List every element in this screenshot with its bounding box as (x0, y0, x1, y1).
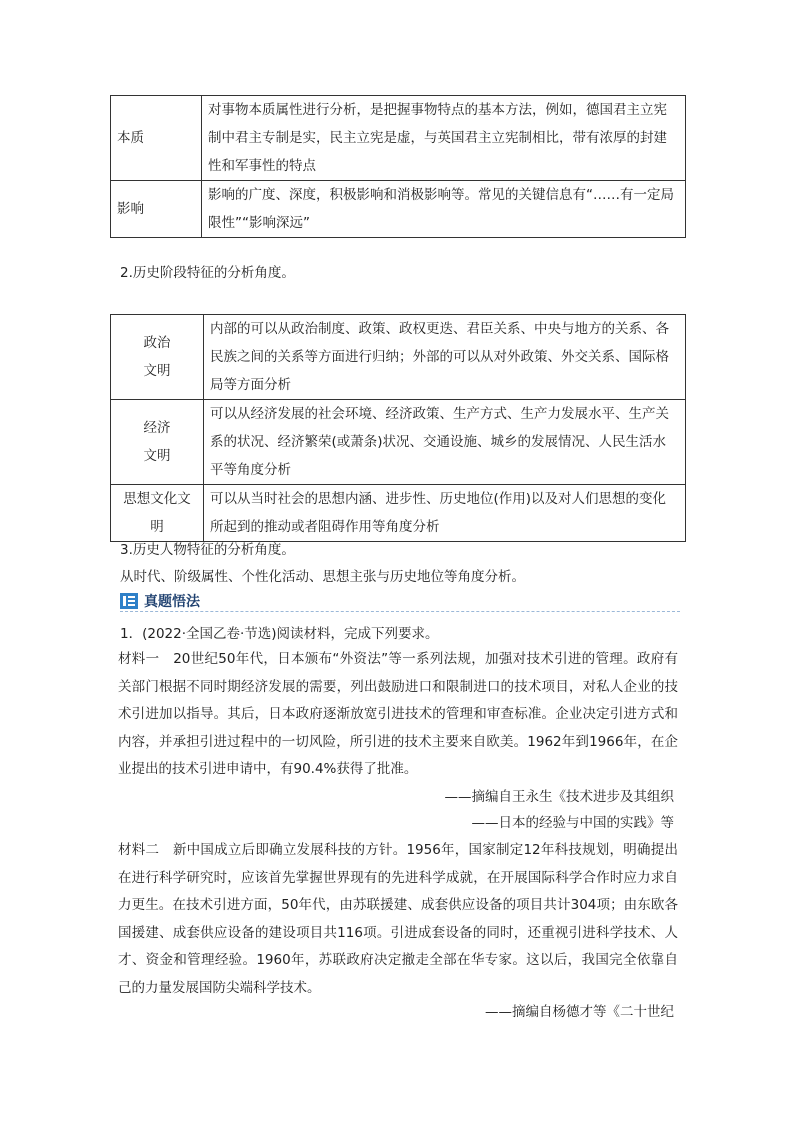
row-label-text: 经济文明 (143, 420, 171, 464)
row-label (111, 315, 204, 400)
material-1-citation-line-2: ——日本的经验与中国的实践》等 (471, 815, 674, 831)
row-label (111, 485, 204, 542)
table-row (111, 315, 686, 400)
row-label: 影响 (111, 181, 202, 238)
heading-divider (120, 611, 680, 612)
analysis-table-1 (110, 95, 686, 238)
material-1: 材料一 20世纪50年代，日本颁布“外资法”等一系列法规，加强对技术引进的管理。政府有关部门根据不同时期经济发展的需要，列出鼓励进口和限制进口的技术项目，对私人企业的技术引进加以指导。其后，日本政府逐渐放宽引进技术的管理和审查标准。企业决定引进方式和内容，并承担引进过程中的一切风险，所引进的技术主要来自欧美。1962年到1966年，在企业提出的技术引进申请中，有90.4%获得了批准。 (118, 651, 678, 777)
row-content: 内部的可以从政治制度、政策、政权更迭、君臣关系、中央与地方的关系、各民族之间的关系等方面进行归纳；外部的可以从对外政策、外交关系、国际格局等方面分析 (204, 315, 686, 400)
material-2-citation: ——摘编自杨德才等《二十世纪 (485, 1004, 674, 1020)
section-heading (120, 591, 200, 611)
section-3-title: 3.历史人物特征的分析角度。 (120, 542, 295, 558)
row-content: 对事物本质属性进行分析，是把握事物特点的基本方法，例如，德国君主立宪制中君主专制是实，民主立宪是虚，与英国君主立宪制相比，带有浓厚的封建性和军事性的特点 (202, 96, 686, 181)
material-1-citation-line-1: ——摘编自王永生《技术进步及其组织 (444, 789, 674, 805)
row-content: 影响的广度、深度，积极影响和消极影响等。常见的关键信息有“……有一定局限性”“影响深远” (202, 181, 686, 238)
material-2: 材料二 新中国成立后即确立发展科技的方针。1956年，国家制定12年科技规划，明确提出在进行科学研究时，应该首先掌握世界现有的先进科学成就，在开展国际科学合作时应力求自力更生。在技术引进方面，50年代，由苏联援建、成套供应设备的项目共计304项；由东欧各国援建、成套供应设备的建设项目共116项。引进成套设备的同时，还重视引进科学技术、人才、资金和管理经验。1960年，苏联政府决定撤走全部在华专家。这以后，我国完全依靠自己的力量发展国防尖端科学技术。 (118, 842, 678, 996)
row-label-text: 思想文化文明 (123, 491, 191, 535)
list-icon (120, 593, 138, 609)
row-content: 可以从当时社会的思想内涵、进步性、历史地位(作用)以及对人们思想的变化所起到的推动或者阻碍作用等角度分析 (204, 485, 686, 542)
table-row (111, 400, 686, 485)
row-label (111, 400, 204, 485)
row-label-text: 政治文明 (143, 335, 171, 379)
table-row (111, 96, 686, 181)
table-row (111, 181, 686, 238)
row-label: 本质 (111, 96, 202, 181)
heading-text: 真题悟法 (144, 594, 200, 610)
table-row (111, 485, 686, 542)
row-content: 可以从经济发展的社会环境、经济政策、生产方式、生产力发展水平、生产关系的状况、经济繁荣(或萧条)状况、交通设施、城乡的发展情况、人民生活水平等角度分析 (204, 400, 686, 485)
question-intro: 1．(2022·全国乙卷·节选)阅读材料，完成下列要求。 (120, 626, 439, 642)
section-2-title: 2.历史阶段特征的分析角度。 (120, 265, 295, 281)
analysis-table-2 (110, 314, 686, 542)
section-3-body: 从时代、阶级属性、个性化活动、思想主张与历史地位等角度分析。 (120, 569, 525, 585)
